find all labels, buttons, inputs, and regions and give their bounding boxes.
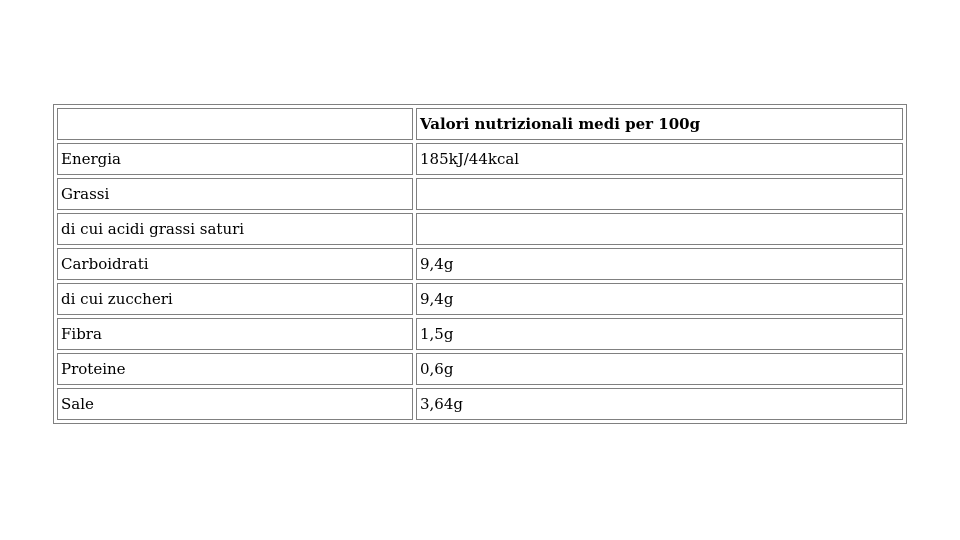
row-value: 185kJ/44kcal	[416, 143, 903, 175]
table-row-energia	[57, 143, 903, 175]
row-value: 1,5g	[416, 318, 903, 350]
table-row-fibra	[57, 318, 903, 350]
row-label: Grassi	[57, 178, 413, 210]
row-value	[416, 178, 903, 210]
row-label: Sale	[57, 388, 413, 420]
row-label: di cui acidi grassi saturi	[57, 213, 413, 245]
table-header-row	[57, 108, 903, 140]
row-label: Fibra	[57, 318, 413, 350]
row-value: 9,4g	[416, 248, 903, 280]
header-label-cell	[57, 108, 413, 140]
nutrition-table	[53, 104, 907, 424]
table-row-zuccheri	[57, 283, 903, 315]
row-value: 3,64g	[416, 388, 903, 420]
header-value-cell: Valori nutrizionali medi per 100g	[416, 108, 903, 140]
table-row-sale	[57, 388, 903, 420]
table-row-grassi	[57, 178, 903, 210]
table-row-carboidrati	[57, 248, 903, 280]
row-label: Carboidrati	[57, 248, 413, 280]
table-row-acidi-grassi-saturi	[57, 213, 903, 245]
table-row-proteine	[57, 353, 903, 385]
row-label: Proteine	[57, 353, 413, 385]
row-label: di cui zuccheri	[57, 283, 413, 315]
row-value	[416, 213, 903, 245]
row-value: 0,6g	[416, 353, 903, 385]
row-label: Energia	[57, 143, 413, 175]
row-value: 9,4g	[416, 283, 903, 315]
